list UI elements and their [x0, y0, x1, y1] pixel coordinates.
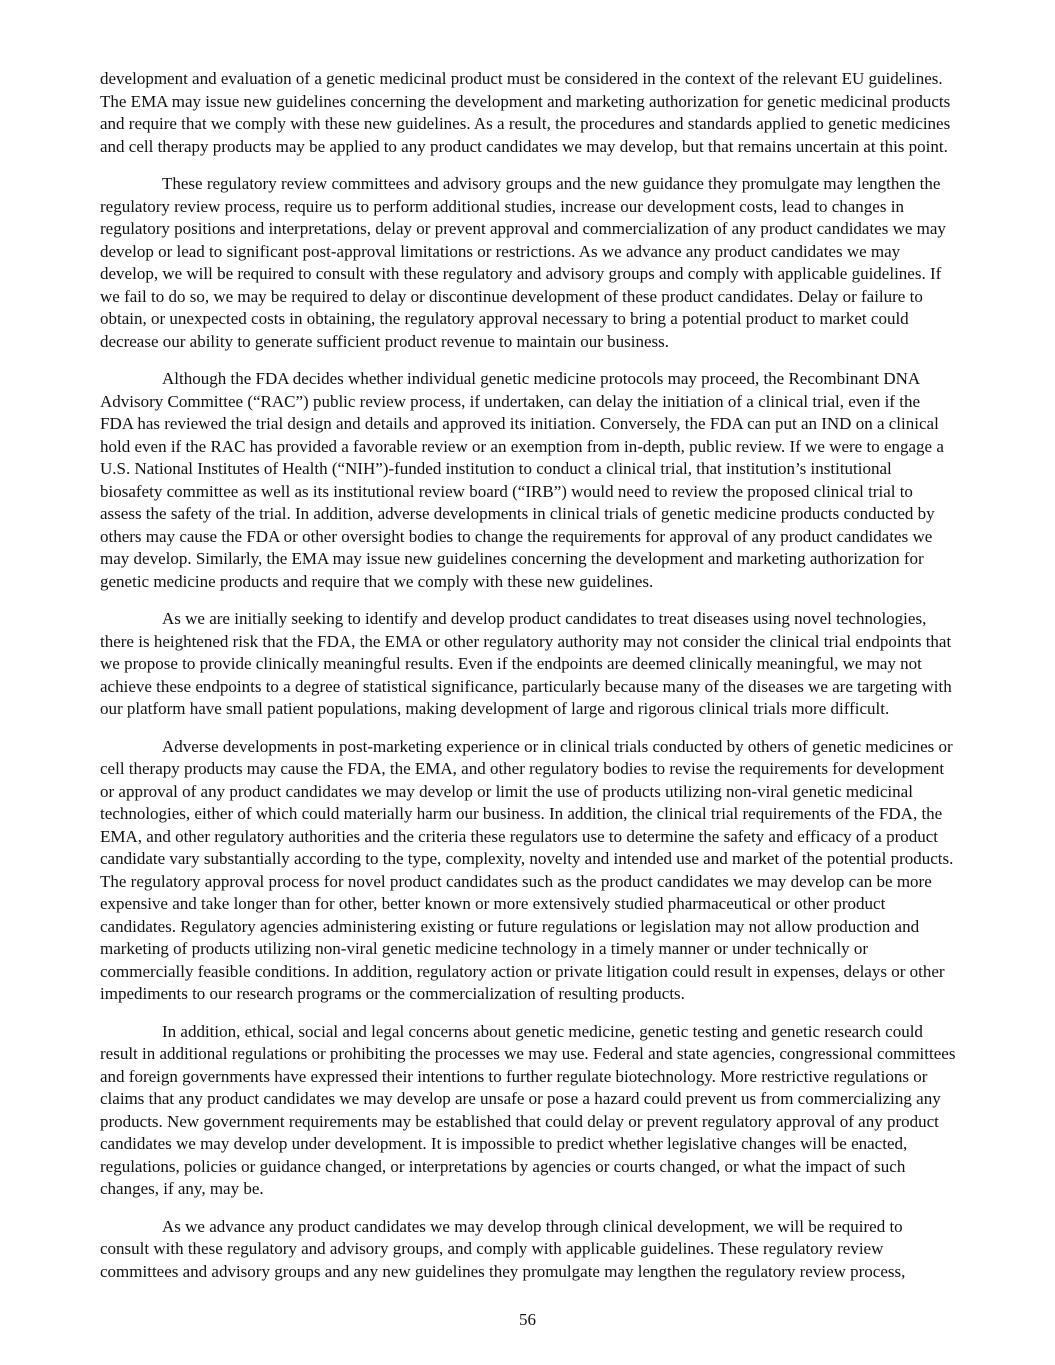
paragraph: In addition, ethical, social and legal concerns about genetic medicine, genetic testing and genetic research could result in additional regulations or prohibiting the processes we may use. Federal and state agencies, congressional committees and foreign governments have expressed their intentions to further regulate biotechnology. More restrictive regulations or claims that any product candidates we may develop are unsafe or pose a hazard could prevent us from commercializing any products. New government requirements may be established that could delay or prevent regulatory approval of any product candidates we may develop under development. It is impossible to predict whether legislative changes will be enacted, regulations, policies or guidance changed, or interpretations by agencies or courts changed, or what the impact of such changes, if any, may be.: [100, 1021, 956, 1198]
paragraph: development and evaluation of a genetic medicinal product must be considered in the context of the relevant EU guidelines. The EMA may issue new guidelines concerning the development and marketing authorization for genetic medicinal products and require that we comply with these new guidelines. As a result, the procedures and standards applied to genetic medicines and cell therapy products may be applied to any product candidates we may develop, but that remains uncertain at this point.: [100, 69, 951, 156]
paragraph: Adverse developments in post-marketing experience or in clinical trials conducted by others of genetic medicines or cell therapy products may cause the FDA, the EMA, and other regulatory bodies to revise the requirements for development or approval of any product candidates we may develop or limit the use of products utilizing non-viral genetic medicinal technologies, either of which could materially harm our business. In addition, the clinical trial requirements of the FDA, the EMA, and other regulatory authorities and the criteria these regulators use to determine the safety and efficacy of a product candidate vary substantially according to the type, complexity, novelty and intended use and market of the potential products. The regulatory approval process for novel product candidates such as the product candidates we may develop can be more expensive and take longer than for other, better known or more extensively studied pharmaceutical or other product candidates. Regulatory agencies administering existing or future regulations or legislation may not allow production and marketing of products utilizing non-viral genetic medicine technology in a timely manner or under technically or commercially feasible conditions. In addition, regulatory action or private litigation could result in expenses, delays or other impediments to our research programs or the commercialization of resulting products.: [100, 736, 954, 1003]
page-number: 56: [519, 1310, 536, 1329]
paragraph: As we are initially seeking to identify and develop product candidates to treat diseases using novel technologies, there is heightened risk that the FDA, the EMA or other regulatory authority may not consider the clinical trial endpoints that we propose to provide clinically meaningful results. Even if the endpoints are deemed clinically meaningful, we may not achieve these endpoints to a degree of statistical significance, particularly because many of the diseases we are targeting with our platform have small patient populations, making development of large and rigorous clinical trials more difficult.: [100, 609, 952, 718]
document-body: [100, 68, 956, 1298]
paragraph: As we advance any product candidates we may develop through clinical development, we will be required to consult with these regulatory and advisory groups, and comply with applicable guidelines. These regulatory review committees and advisory groups and any new guidelines they promulgate may lengthen the regulatory review process,: [100, 1216, 906, 1281]
paragraph: These regulatory review committees and advisory groups and the new guidance they promulgate may lengthen the regulatory review process, require us to perform additional studies, increase our development costs, lead to changes in regulatory positions and interpretations, delay or prevent approval and commercialization of any product candidates we may develop or lead to significant post-approval limitations or restrictions. As we advance any product candidates we may develop, we will be required to consult with these regulatory and advisory groups and comply with applicable guidelines. If we fail to do so, we may be required to delay or discontinue development of these product candidates. Delay or failure to obtain, or unexpected costs in obtaining, the regulatory approval necessary to bring a potential product to market could decrease our ability to generate sufficient product revenue to maintain our business.: [100, 174, 946, 351]
paragraph: Although the FDA decides whether individual genetic medicine protocols may proceed, the Recombinant DNA Advisory Committee (“RAC”) public review process, if undertaken, can delay the initiation of a clinical trial, even if the FDA has reviewed the trial design and details and approved its initiation. Conversely, the FDA can put an IND on a clinical hold even if the RAC has provided a favorable review or an exemption from in-depth, public review. If we were to engage a U.S. National Institutes of Health (“NIH”)-funded institution to conduct a clinical trial, that institution’s institutional biosafety committee as well as its institutional review board (“IRB”) would need to review the proposed clinical trial to assess the safety of the trial. In addition, adverse developments in clinical trials of genetic medicine products conducted by others may cause the FDA or other oversight bodies to change the requirements for approval of any product candidates we may develop. Similarly, the EMA may issue new guidelines concerning the development and marketing authorization for genetic medicine products and require that we comply with these new guidelines.: [100, 369, 944, 591]
